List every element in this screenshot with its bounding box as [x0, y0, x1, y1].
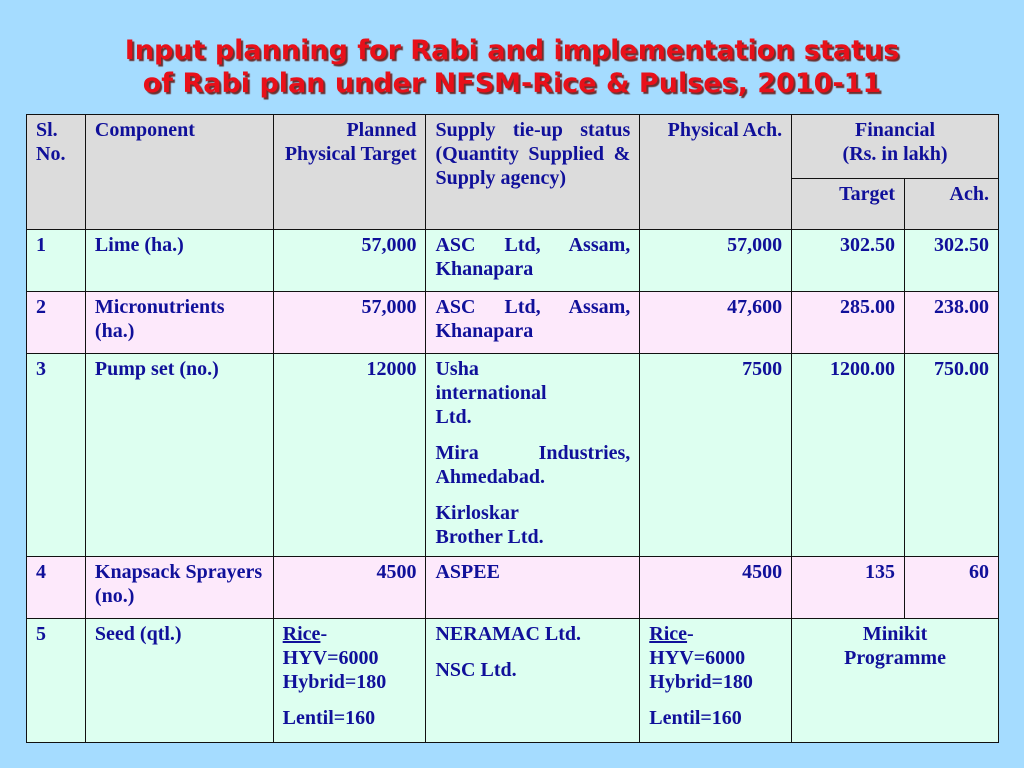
cell-component: Seed (qtl.) [85, 619, 273, 743]
header-financial [792, 115, 999, 179]
seed-rice-label: Rice [282, 623, 321, 645]
seed-rice-suffix: - [320, 623, 328, 645]
cell-component: Micronutrients (ha.) [85, 292, 273, 354]
cell-sl-no: 5 [27, 619, 86, 743]
seed-lentil: Lentil=160 [649, 707, 742, 729]
cell-sl-no: 3 [27, 354, 86, 557]
cell-financial-target: 1200.00 [792, 354, 905, 557]
header-sl-no: Sl. No. [27, 115, 86, 230]
table-header-row [27, 115, 999, 179]
cell-physical-ach: 57,000 [640, 230, 792, 292]
seed-hyv: HYV=6000 [649, 647, 746, 669]
header-component: Component [85, 115, 273, 230]
seed-hyv: HYV=6000 [282, 647, 379, 669]
cell-financial-merged: Minikit Programme [792, 619, 999, 743]
seed-rice-line [649, 622, 782, 646]
header-financial-line-1: Financial [855, 119, 936, 141]
cell-physical-ach: 7500 [640, 354, 792, 557]
cell-planned-target [273, 619, 426, 743]
rabi-plan-table [26, 114, 999, 743]
cell-financial-target: 285.00 [792, 292, 905, 354]
header-financial-target: Target [792, 179, 905, 230]
table-row [27, 557, 999, 619]
cell-planned-target: 57,000 [273, 230, 426, 292]
supply-agency: NERAMAC Ltd. [435, 623, 582, 645]
table-row [27, 619, 999, 743]
table-row [27, 230, 999, 292]
cell-planned-target: 57,000 [273, 292, 426, 354]
supply-agency: Usha international Ltd. [435, 358, 547, 428]
cell-supply-status: ASC Ltd, Assam, Khanapara [426, 292, 640, 354]
cell-financial-ach: 238.00 [905, 292, 999, 354]
seed-rice-suffix: - [687, 623, 694, 645]
cell-planned-target: 4500 [273, 557, 426, 619]
cell-physical-ach: 47,600 [640, 292, 792, 354]
slide-title-line-2: of Rabi plan under NFSM-Rice & Pulses, 2010-11 [142, 68, 882, 99]
header-physical-ach: Physical Ach. [640, 115, 792, 230]
cell-sl-no: 2 [27, 292, 86, 354]
cell-sl-no: 1 [27, 230, 86, 292]
cell-physical-ach: 4500 [640, 557, 792, 619]
seed-hybrid: Hybrid=180 [282, 671, 387, 693]
header-financial-ach: Ach. [905, 179, 999, 230]
cell-component: Lime (ha.) [85, 230, 273, 292]
cell-financial-ach: 302.50 [905, 230, 999, 292]
cell-sl-no: 4 [27, 557, 86, 619]
cell-planned-target: 12000 [273, 354, 426, 557]
cell-financial-ach: 60 [905, 557, 999, 619]
cell-supply-status: ASC Ltd, Assam, Khanapara [426, 230, 640, 292]
seed-lentil: Lentil=160 [282, 707, 376, 729]
cell-supply-status: ASPEE [426, 557, 640, 619]
table-row [27, 354, 999, 557]
cell-supply-status [426, 354, 640, 557]
cell-physical-ach [640, 619, 792, 743]
seed-hybrid: Hybrid=180 [649, 671, 753, 693]
cell-financial-target: 302.50 [792, 230, 905, 292]
supply-agency: Mira Industries, Ahmedabad. [435, 442, 631, 488]
table-row [27, 292, 999, 354]
slide-title-line-1: Input planning for Rabi and implementation status [124, 35, 900, 66]
header-planned-target: Planned Physical Target [273, 115, 426, 230]
seed-rice-label: Rice [649, 623, 688, 645]
header-supply-status: Supply tie-up status (Quantity Supplied & Supply agency) [426, 115, 640, 230]
cell-supply-status [426, 619, 640, 743]
seed-rice-line [283, 622, 417, 646]
slide-title [0, 34, 1024, 100]
supply-agency: NSC Ltd. [435, 659, 517, 681]
header-financial-line-2: (Rs. in lakh) [842, 143, 948, 165]
cell-component: Knapsack Sprayers (no.) [85, 557, 273, 619]
supply-agency: Kirloskar Brother Ltd. [435, 502, 544, 548]
cell-financial-target: 135 [792, 557, 905, 619]
cell-financial-ach: 750.00 [905, 354, 999, 557]
cell-component: Pump set (no.) [85, 354, 273, 557]
